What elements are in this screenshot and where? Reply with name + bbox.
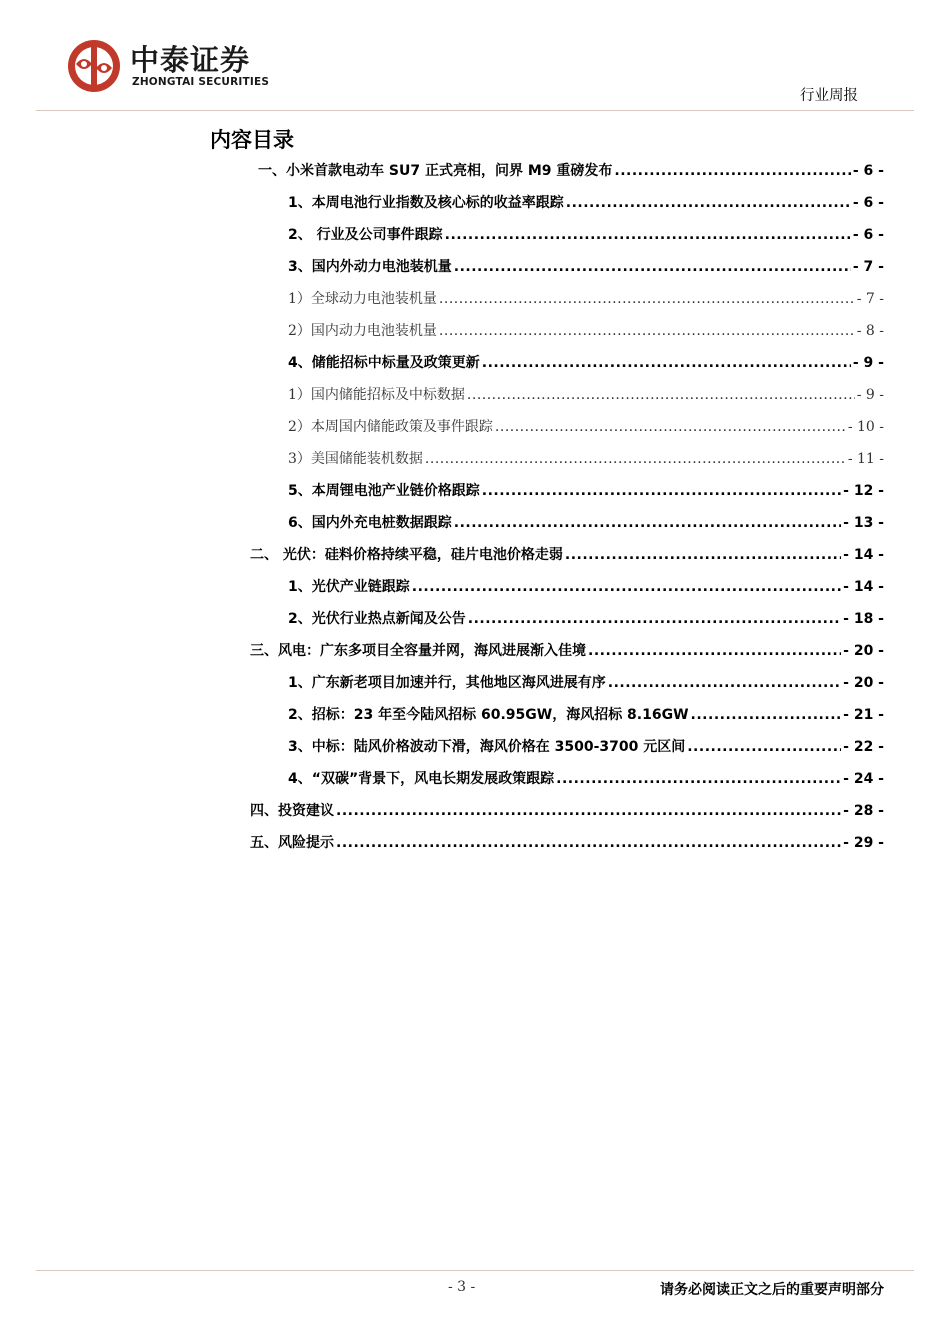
toc-entry-label: 4、储能招标中标量及政策更新 — [288, 355, 480, 371]
toc-entry-page: - 7 - — [852, 259, 884, 275]
toc-leader-dots — [454, 512, 841, 534]
toc-entry[interactable] — [288, 672, 884, 694]
toc-entry[interactable] — [288, 576, 884, 598]
toc-entry-label: 2、 行业及公司事件跟踪 — [288, 227, 443, 243]
toc-entry-label: 6、国内外充电桩数据跟踪 — [288, 515, 452, 531]
zhongtai-logo-icon — [66, 38, 122, 94]
toc-entry-page: - 20 - — [843, 675, 884, 691]
toc-leader-dots — [445, 224, 851, 246]
toc-entry-label: 1、广东新老项目加速并行，其他地区海风进展有序 — [288, 675, 606, 691]
toc-entry[interactable] — [288, 608, 884, 630]
toc-entry-page: - 9 - — [856, 387, 884, 403]
toc-leader-dots — [566, 192, 851, 214]
toc-leader-dots — [467, 384, 855, 406]
toc-entry-label: 1）国内储能招标及中标数据 — [288, 387, 465, 403]
toc-leader-dots — [565, 544, 841, 566]
toc-entry-label: 1、光伏产业链跟踪 — [288, 579, 410, 595]
toc-entry-page: - 8 - — [856, 323, 884, 339]
toc-title: 内容目录 — [210, 127, 294, 152]
toc-leader-dots — [691, 704, 842, 726]
toc-entry-page: - 6 - — [852, 227, 884, 243]
report-type: 行业周报 — [800, 88, 858, 104]
toc-entry-page: - 28 - — [843, 803, 884, 819]
toc-entry-label: 5、本周锂电池产业链价格跟踪 — [288, 483, 480, 499]
toc-entry[interactable] — [288, 256, 884, 278]
toc-entry-label: 2）本周国内储能政策及事件跟踪 — [288, 419, 493, 435]
toc-entry[interactable] — [288, 704, 884, 726]
toc-entry[interactable] — [288, 288, 884, 310]
toc-entry[interactable] — [288, 416, 884, 438]
page-number: - 3 - — [448, 1279, 476, 1295]
header-divider — [36, 110, 914, 111]
toc-entry-page: - 14 - — [843, 579, 884, 595]
footer-divider — [36, 1270, 914, 1271]
toc-entry-label: 二、 光伏：硅料价格持续平稳，硅片电池价格走弱 — [250, 547, 563, 563]
toc-entry-label: 2、光伏行业热点新闻及公告 — [288, 611, 466, 627]
toc-entry-label: 3、中标：陆风价格波动下滑，海风价格在 3500-3700 元区间 — [288, 739, 686, 755]
toc-leader-dots — [482, 352, 851, 374]
toc-entry-label: 4、“双碳”背景下，风电长期发展政策跟踪 — [288, 771, 555, 787]
toc-leader-dots — [482, 480, 841, 502]
toc-entry-page: - 14 - — [843, 547, 884, 563]
toc-entry[interactable] — [258, 160, 884, 182]
toc-leader-dots — [608, 672, 841, 694]
toc-entry[interactable] — [288, 448, 884, 470]
toc-entry-label: 2、招标：23 年至今陆风招标 60.95GW，海风招标 8.16GW — [288, 707, 689, 723]
toc-entry[interactable] — [250, 544, 884, 566]
logo-english-name: ZHONGTAI SECURITIES — [132, 76, 270, 88]
toc-entry-page: - 22 - — [843, 739, 884, 755]
toc-entry-page: - 6 - — [852, 195, 884, 211]
toc-entry[interactable] — [288, 224, 884, 246]
toc-entry-page: - 7 - — [856, 291, 884, 307]
toc-entry-page: - 29 - — [843, 835, 884, 851]
toc-entry-page: - 24 - — [843, 771, 884, 787]
toc-entry-page: - 12 - — [843, 483, 884, 499]
toc-entry-page: - 18 - — [843, 611, 884, 627]
toc-entry-label: 1）全球动力电池装机量 — [288, 291, 437, 307]
toc-entry[interactable] — [288, 320, 884, 342]
toc-entry[interactable] — [288, 192, 884, 214]
toc-leader-dots — [336, 832, 841, 854]
toc-entry[interactable] — [288, 384, 884, 406]
toc-leader-dots — [687, 736, 841, 758]
toc-leader-dots — [588, 640, 841, 662]
toc-entry-page: - 10 - — [847, 419, 884, 435]
toc-entry[interactable] — [288, 768, 884, 790]
toc-entry[interactable] — [288, 736, 884, 758]
toc-entry[interactable] — [288, 352, 884, 374]
toc-entry[interactable] — [250, 800, 884, 822]
toc-entry-label: 1、本周电池行业指数及核心标的收益率跟踪 — [288, 195, 564, 211]
toc-leader-dots — [468, 608, 841, 630]
toc-entry-page: - 13 - — [843, 515, 884, 531]
toc-entry-label: 3）美国储能装机数据 — [288, 451, 423, 467]
toc-entry-label: 2）国内动力电池装机量 — [288, 323, 437, 339]
toc-leader-dots — [614, 160, 851, 182]
toc-leader-dots — [454, 256, 851, 278]
toc-entry[interactable] — [288, 480, 884, 502]
toc-entry-label: 一、小米首款电动车 SU7 正式亮相，问界 M9 重磅发布 — [258, 163, 613, 179]
toc-entry-page: - 9 - — [852, 355, 884, 371]
toc-entry-label: 五、风险提示 — [250, 835, 334, 851]
toc-entry-label: 三、风电：广东多项目全容量并网，海风进展渐入佳境 — [250, 643, 586, 659]
toc-leader-dots — [556, 768, 841, 790]
toc-entry-label: 3、国内外动力电池装机量 — [288, 259, 452, 275]
toc-entry-page: - 6 - — [852, 163, 884, 179]
toc-leader-dots — [412, 576, 841, 598]
toc-entry-page: - 11 - — [847, 451, 884, 467]
toc-leader-dots — [439, 320, 855, 342]
toc-entry-page: - 20 - — [843, 643, 884, 659]
disclaimer-note: 请务必阅读正文之后的重要声明部分 — [660, 1282, 884, 1298]
toc-entry[interactable] — [288, 512, 884, 534]
toc-entry[interactable] — [250, 640, 884, 662]
toc-leader-dots — [336, 800, 841, 822]
company-logo — [66, 38, 286, 96]
toc-leader-dots — [439, 288, 855, 310]
toc-entry[interactable] — [250, 832, 884, 854]
toc-leader-dots — [495, 416, 846, 438]
toc-leader-dots — [425, 448, 846, 470]
toc-entry-page: - 21 - — [843, 707, 884, 723]
logo-chinese-name: 中泰证券 — [130, 43, 251, 77]
toc-entry-label: 四、投资建议 — [250, 803, 334, 819]
